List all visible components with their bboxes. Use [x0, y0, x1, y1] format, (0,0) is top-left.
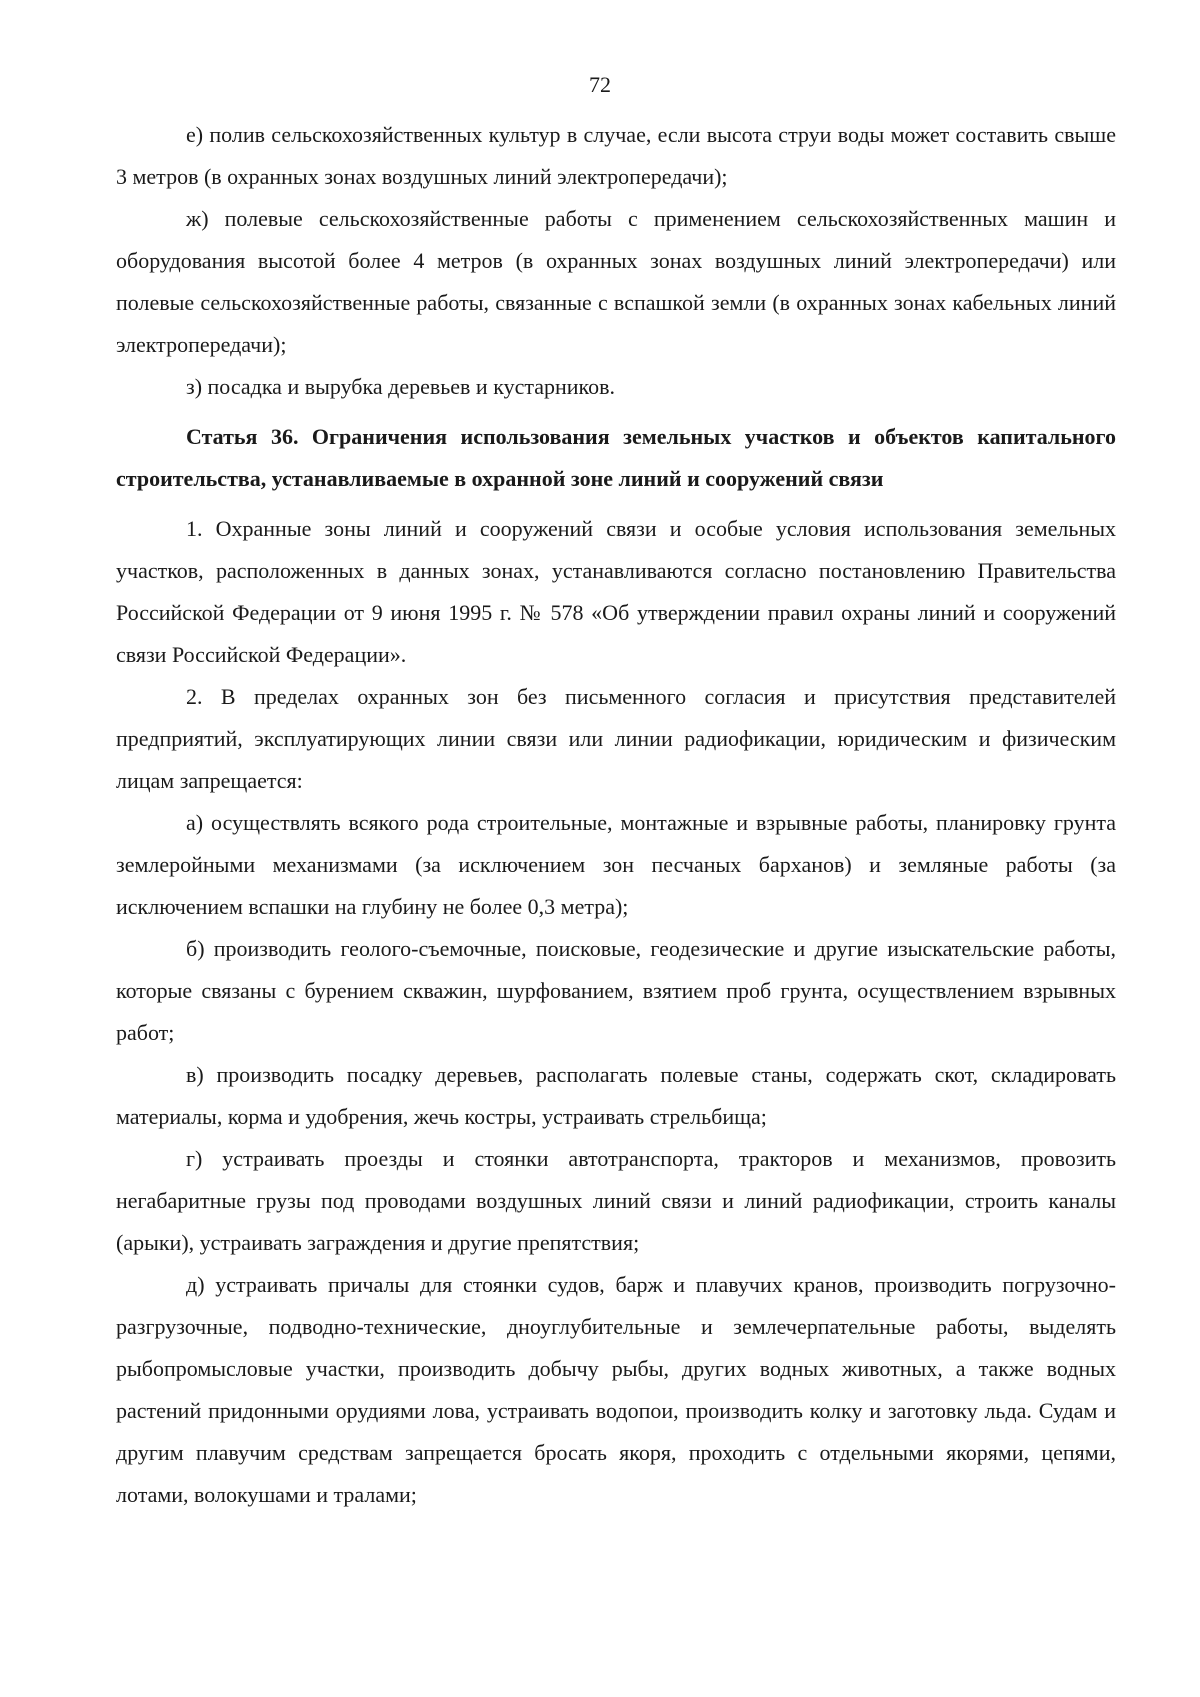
document-body [116, 114, 1116, 1516]
page-number: 72 [589, 72, 611, 97]
paragraph-1: 1. Охранные зоны линий и сооружений связи и особые условия использования земельных участков, расположенных в данных зонах, устанавливаются согласно постановлению Правительства Российской Федерации от 9 июня 1995 г. № 578 «Об утверждении правил охраны линий и сооружений связи Российской Федерации». [116, 516, 1116, 667]
paragraph-zh: ж) полевые сельскохозяйственные работы с применением сельскохозяйственных машин и оборудования высотой более 4 метров (в охранных зонах воздушных линий электропередачи) или полевые сельскохозяйственные работы, связанные с вспашкой земли (в охранных зонах кабельных линий электропередачи); [116, 206, 1116, 357]
paragraph-g: г) устраивать проезды и стоянки автотранспорта, тракторов и механизмов, провозить негабаритные грузы под проводами воздушных линий связи и линий радиофикации, строить каналы (арыки), устраивать заграждения и другие препятствия; [116, 1146, 1116, 1255]
paragraph-d: д) устраивать причалы для стоянки судов, барж и плавучих кранов, производить погрузочно-разгрузочные, подводно-технические, дноуглубительные и землечерпательные работы, выделять рыбопромысловые участки, производить добычу рыбы, других водных животных, а также водных растений придонными орудиями лова, устраивать водопои, производить колку и заготовку льда. Судам и другим плавучим средствам запрещается бросать якоря, проходить с отдельными якорями, цепями, лотами, волокушами и тралами; [116, 1272, 1116, 1507]
paragraph-v: в) производить посадку деревьев, располагать полевые станы, содержать скот, складировать материалы, корма и удобрения, жечь костры, устраивать стрельбища; [116, 1062, 1116, 1129]
paragraph-a: а) осуществлять всякого рода строительные, монтажные и взрывные работы, планировку грунта землеройными механизмами (за исключением зон песчаных барханов) и земляные работы (за исключением вспашки на глубину не более 0,3 метра); [116, 810, 1116, 919]
article-heading: Статья 36. Ограничения использования земельных участков и объектов капитального строительства, устанавливаемые в охранной зоне линий и сооружений связи [116, 424, 1116, 491]
paragraph-b: б) производить геолого-съемочные, поисковые, геодезические и другие изыскательские работы, которые связаны с бурением скважин, шурфованием, взятием проб грунта, осуществлением взрывных работ; [116, 936, 1116, 1045]
paragraph-z: з) посадка и вырубка деревьев и кустарников. [186, 374, 615, 399]
paragraph-e: е) полив сельскохозяйственных культур в случае, если высота струи воды может составить свыше 3 метров (в охранных зонах воздушных линий электропередачи); [116, 122, 1116, 189]
paragraph-2: 2. В пределах охранных зон без письменного согласия и присутствия представителей предприятий, эксплуатирующих линии связи или линии радиофикации, юридическим и физическим лицам запрещается: [116, 684, 1116, 793]
